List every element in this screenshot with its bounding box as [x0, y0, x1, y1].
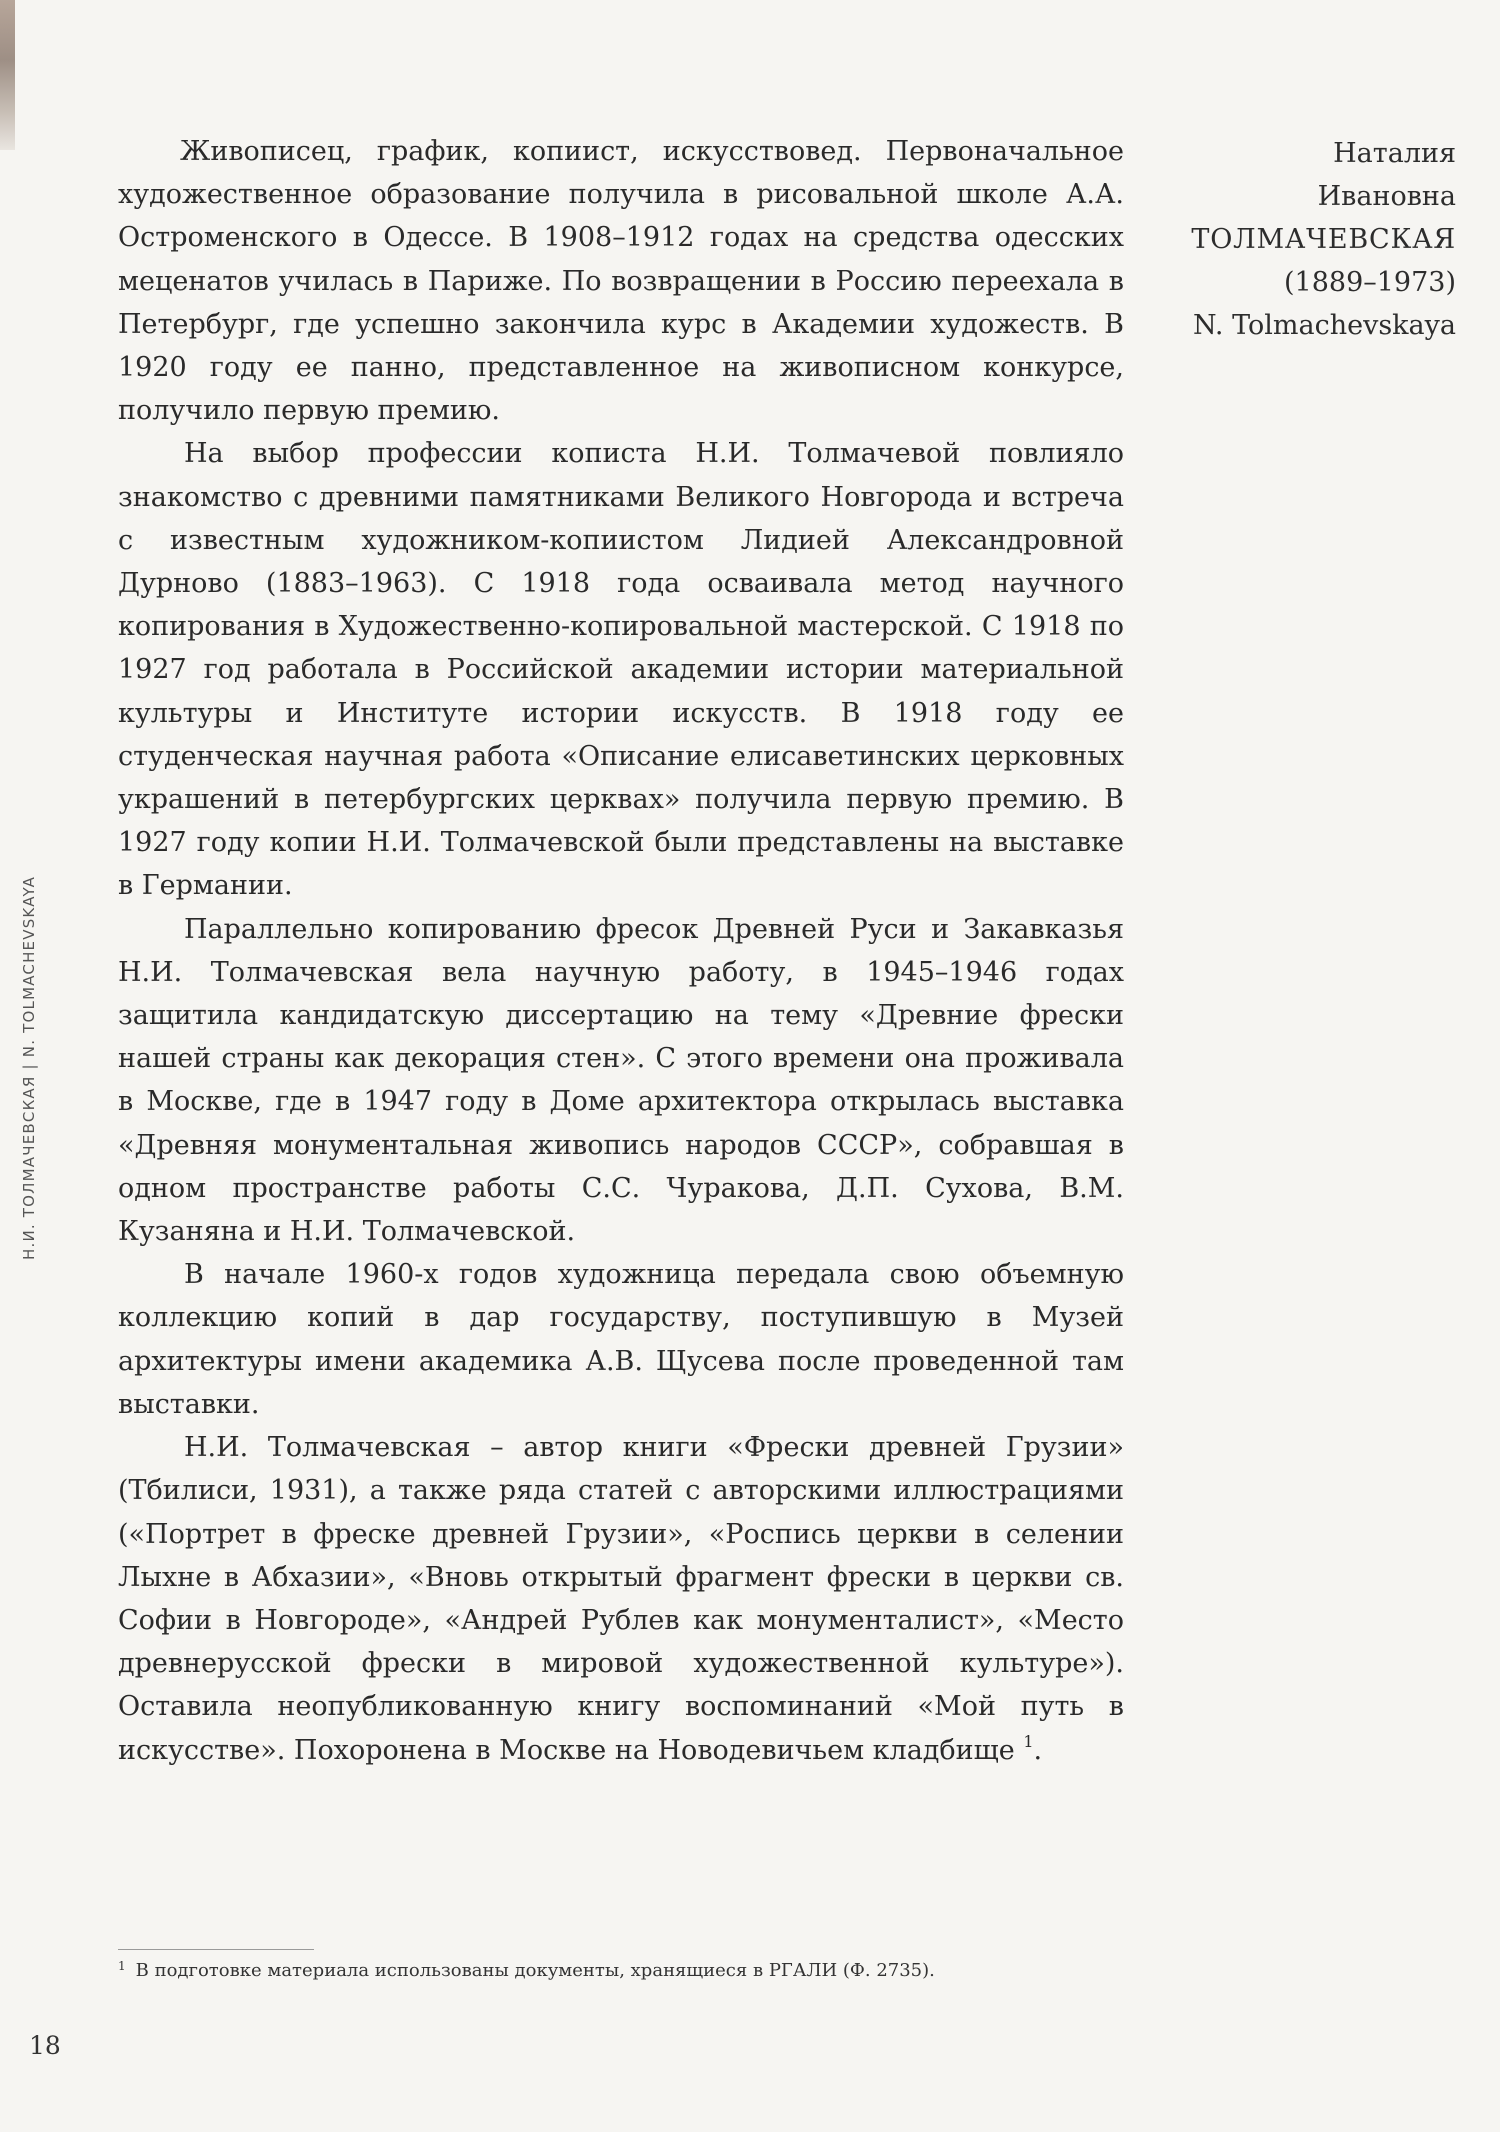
biography-heading	[1116, 132, 1456, 347]
corner-image-fragment	[0, 0, 15, 150]
spine-separator: |	[20, 1063, 38, 1070]
running-spine-title	[14, 830, 44, 1260]
paragraph-3: Параллельно копированию фресок Древней Руси и Закавказья Н.И. Толмачевская вела научную работу, в 1945–1946 годах защитила кандидатскую диссертацию на тему «Древние фрески нашей страны как декорация стен». С этого времени она проживала в Москве, где в 1947 году в Доме архитектора открылась выставка «Древняя монументальная живопись народов СССР», собравшая в одном пространстве работы С.С. Чуракова, Д.П. Сухова, В.М. Кузаняна и Н.И. Толмачевской.	[118, 913, 1124, 1248]
heading-patronymic: Ивановна	[1317, 181, 1456, 212]
heading-years: (1889–1973)	[1284, 267, 1456, 298]
biography-body	[118, 130, 1124, 1772]
paragraph-1: Живописец, график, копиист, искусствовед. Первоначальное художественное образование получила в рисовальной школе А.А. Остроменского в Одессе. В 1908–1912 годах на средства одесских меценатов училась в Париже. По возвращении в Россию переехала в Петербург, где успешно закончила курс в Академии художеств. В 1920 году ее панно, представленное на живописном конкурсе, получило первую премию.	[118, 136, 1124, 427]
heading-first-name: Наталия	[1333, 138, 1456, 169]
spine-title-en: N. TOLMACHEVSKAYA	[20, 875, 38, 1058]
paragraph-5-text: Н.И. Толмачевская – автор книги «Фрески древней Грузии» (Тбилиси, 1931), а также ряда статей с авторскими иллюстрациями («Портрет в фреске древней Грузии», «Роспись церкви в селении Лыхне в Абхазии», «Вновь открытый фрагмент фрески в церкви св. Софии в Новгороде», «Андрей Рублев как монументалист», «Место древнерусской фрески в мировой художественной культуре»). Оставила неопубликованную книгу воспоминаний «Мой путь в искусстве». Похоронена в Москве на Новодевичьем кладбище	[118, 1432, 1124, 1766]
paragraph-2: На выбор профессии кописта Н.И. Толмачевой повлияло знакомство с древними памятниками Великого Новгорода и встреча с известным художником-копиистом Лидией Александровной Дурново (1883–1963). С 1918 года осваивала метод научного копирования в Художественно-копировальной мастерской. С 1918 по 1927 год работала в Российской академии истории материальной культуры и Институте истории искусств. В 1918 году ее студенческая научная работа «Описание елисаветинских церковных украшений в петербургских церквах» получила первую премию. В 1927 году копии Н.И. Толмачевской были представлены на выставке в Германии.	[118, 438, 1124, 902]
page-number: 18	[29, 2031, 61, 2060]
footnote-reference[interactable]: 1	[1023, 1731, 1034, 1751]
heading-latin-name: N. Tolmachevskaya	[1193, 310, 1456, 341]
footnote-divider	[118, 1949, 314, 1950]
footnote	[118, 1951, 1118, 1986]
footnote-mark: 1	[118, 1959, 126, 1973]
footnote-text: В подготовке материала использованы документы, хранящиеся в РГАЛИ (Ф. 2735).	[135, 1960, 935, 1981]
paragraph-4: В начале 1960-х годов художница передала свою объемную коллекцию копий в дар государству, поступившую в Музей архитектуры имени академика А.В. Щусева после проведенной там выставки.	[118, 1259, 1124, 1420]
paragraph-5: Н.И. Толмачевская – автор книги «Фрески древней Грузии» (Тбилиси, 1931), а также ряда статей с авторскими иллюстрациями («Портрет в фреске древней Грузии», «Роспись церкви в селении Лыхне в Абхазии», «Вновь открытый фрагмент фрески в церкви св. Софии в Новгороде», «Андрей Рублев как монументалист», «Место древнерусской фрески в мировой художественной культуре»). Оставила неопубликованную книгу воспоминаний «Мой путь в искусстве». Похоронена в Москве на Новодевичьем кладбище $^1$.	[118, 1432, 1124, 1766]
spine-title-ru: Н.И. ТОЛМАЧЕВСКАЯ	[20, 1075, 38, 1260]
heading-surname: ТОЛМАЧЕВСКАЯ	[1191, 224, 1456, 255]
